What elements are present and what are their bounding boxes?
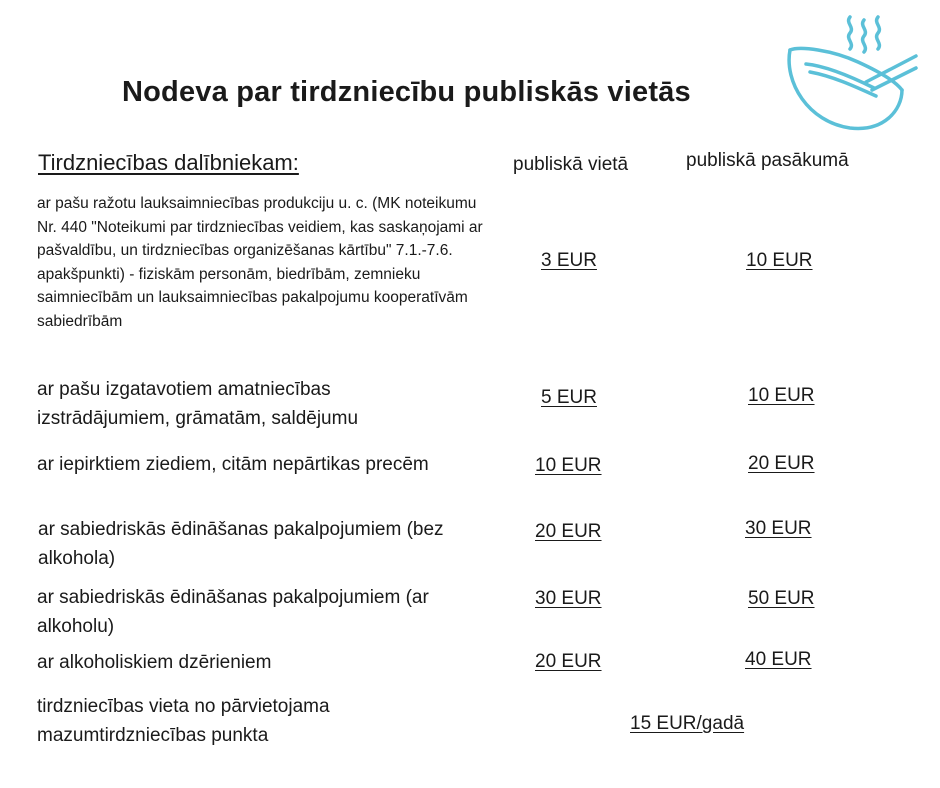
row-price-event-2: 10 EUR xyxy=(748,385,815,406)
row-price-event-1: 10 EUR xyxy=(746,250,813,271)
row-desc-2: ar pašu izgatavotiem amatniecības izstrādājumiem, grāmatām, saldējumu xyxy=(37,379,359,429)
row-desc-7: tirdzniecības vieta no pārvietojama mazumtirdzniecības punkta xyxy=(37,696,330,746)
page-title: Nodeva par tirdzniecību publiskās vietās xyxy=(122,76,691,108)
row-price-place-2: 5 EUR xyxy=(541,387,597,408)
row-price-place-1: 3 EUR xyxy=(541,250,597,271)
row-price-event-5: 50 EUR xyxy=(748,588,815,609)
row-price-combined-7: 15 EUR/gadā xyxy=(630,713,745,734)
soup-bowl-icon xyxy=(780,12,920,137)
row-price-place-5: 30 EUR xyxy=(535,588,602,609)
row-price-place-6: 20 EUR xyxy=(535,651,602,672)
row-price-place-4: 20 EUR xyxy=(535,521,602,542)
col-public-place-header: publiskā vietā xyxy=(513,154,629,175)
row-price-event-4: 30 EUR xyxy=(745,518,812,539)
row-price-event-6: 40 EUR xyxy=(745,649,812,670)
row-desc-4: ar sabiedriskās ēdināšanas pakalpojumiem (bez alkohola) xyxy=(38,519,444,569)
row-desc-3: ar iepirktiem ziediem, citām nepārtikas precēm xyxy=(37,454,429,475)
row-desc-1: ar pašu ražotu lauksaimniecības produkciju u. c. (MK noteikumu Nr. 440 "Noteikumi par tirdzniecības veidiem, kas saskaņojami ar pašvaldību, un tirdzniecības organizēšanas kārtību" 7.1.-7.6. apakšpunkti) - fiziskām personām, biedrībām, zemnieku saimniecībām un lauksaimniecības pakalpojumu kooperatīvām sabiedrībām xyxy=(37,195,483,330)
participants-header: Tirdzniecības dalībniekam: xyxy=(38,150,299,175)
row-price-place-3: 10 EUR xyxy=(535,455,602,476)
row-desc-5: ar sabiedriskās ēdināšanas pakalpojumiem (ar alkoholu) xyxy=(37,587,429,637)
col-public-event-header: publiskā pasākumā xyxy=(686,150,849,171)
row-desc-6: ar alkoholiskiem dzērieniem xyxy=(37,652,272,673)
row-price-event-3: 20 EUR xyxy=(748,453,815,474)
